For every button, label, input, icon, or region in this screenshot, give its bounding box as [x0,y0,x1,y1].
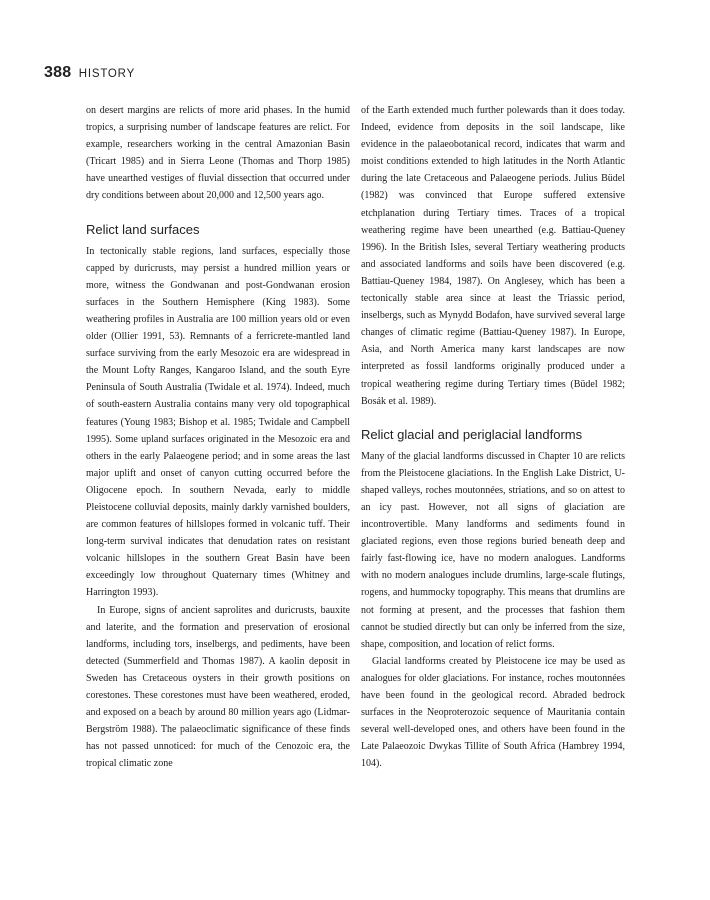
left-paragraph-3: In Europe, signs of ancient saprolites and duricrusts, bauxite and laterite, and the formation and preservation of erosional landforms, including tors, inselbergs, and pediments, have been detected (Summerfield and Thomas 1987). A kaolin deposit in Sweden has Cretaceous oysters in their growth positions on corestones. These corestones must have been weathered, eroded, and exposed on a beach by around 80 million years ago (Lidmar-Bergström 1988). The palaeoclimatic significance of these finds has not passed unnoticed: for much of the Cenozoic era, the tropical climatic zone [86,604,350,770]
left-column [86,102,350,772]
left-paragraph-2: In tectonically stable regions, land surfaces, especially those capped by duricrusts, may persist a hundred million years or more, witness the Gondwanan and post-Gondwanan erosion surfaces in the Southern Hemisphere (King 1983). Some weathering profiles in Australia are 100 million years old or even older (Ollier 1991, 53). Remnants of a ferricrete-mantled land surface surviving from the early Mesozoic era are widespread in the Mount Lofty Ranges, Kangaroo Island, and the south Eyre Peninsula of South Australia (Twidale et al. 1974). Indeed, much of south-eastern Australia contains many very old topographical features (Young 1983; Bishop et al. 1985; Twidale and Campbell 1995). Some upland surfaces originated in the Mesozoic era and others in the early Palaeogene period; and in some areas the last major uplift and onset of canyon cutting occurred before the Oligocene epoch. In southern Nevada, early to middle Pleistocene colluvial deposits, mainly darkly varnished boulders, are common features of hillslopes formed in volcanic tuff. Their long-term survival indicates that denudation rates on resistant volcanic hillslopes in the southern Great Basin have been exceedingly low throughout Quaternary times (Whitney and Harrington 1993). [86,245,350,599]
page-number: 388 [44,64,72,81]
right-paragraph-1: of the Earth extended much further polewards than it does today. Indeed, evidence from deposits in the soil landscape, like evidence in the palaeobotanical record, indicates that warm and moist conditions extended to high latitudes in the North Atlantic during the late Cretaceous and Palaeogene periods. Julius Büdel (1982) was convinced that Europe suffered extensive etchplanation during Tertiary times. Traces of a tropical weathering regime have been unearthed (e.g. Battiau-Queney 1996). In the British Isles, several Tertiary weathering products and associated landforms and soils have been discovered (e.g. Battiau-Queney 1984, 1987). On Anglesey, which has been a tectonically stable area since at least the Triassic period, inselbergs, such as Mynydd Bodafon, have survived several large changes of climatic regime (Battiau-Queney 1987). In Europe, Asia, and North America many karst landscapes are now interpreted as fossil landforms originally produced under a tropical weathering regime during Tertiary times (Büdel 1982; Bosák et al. 1989). [361,105,625,407]
section-heading-relict-land-surfaces: Relict land surfaces [86,221,200,237]
running-head-section: HISTORY [78,68,136,80]
left-paragraph-1: on desert margins are relicts of more arid phases. In the humid tropics, a surprising number of landscape features are relict. For example, researchers working in the central Amazonian Basin (Tricart 1985) and in Sierra Leone (Thomas and Thorp 1985) have unearthed vestiges of fluvial dissection that occurred under dry conditions between about 20,000 and 12,500 years ago. [86,105,350,202]
section-heading-relict-glacial-landforms: Relict glacial and periglacial landforms [361,426,583,442]
right-paragraph-2: Many of the glacial landforms discussed in Chapter 10 are relicts from the Pleistocene glaciations. In the English Lake District, U-shaped valleys, roches moutonnées, striations, and so on attest to an icy past. However, not all signs of glaciation are incontrovertible. Many landforms and sediments found in glaciated regions, even those regions buried beneath deep and fairly fast-flowing ice, have no modern analogues. Landforms with no modern analogues include drumlins, large-scale flutings, rogens, and hummocky topography. This means that drumlins are not forming at present, and the processes that fashion them cannot be studied directly but can only be inferred from the size, shape, composition, and location of relict forms. [361,450,625,650]
right-column [361,102,625,772]
right-paragraph-3: Glacial landforms created by Pleistocene ice may be used as analogues for older glaciations. For instance, roches moutonnées have been found in the geological record. Abraded bedrock surfaces in the Neoproterozoic sequence of Mauritania contain several well-developed ones, and others have been found in the Late Palaeozoic Dwykas Tillite of South Africa (Hambrey 1994, 104). [361,655,625,770]
running-head [44,64,135,82]
